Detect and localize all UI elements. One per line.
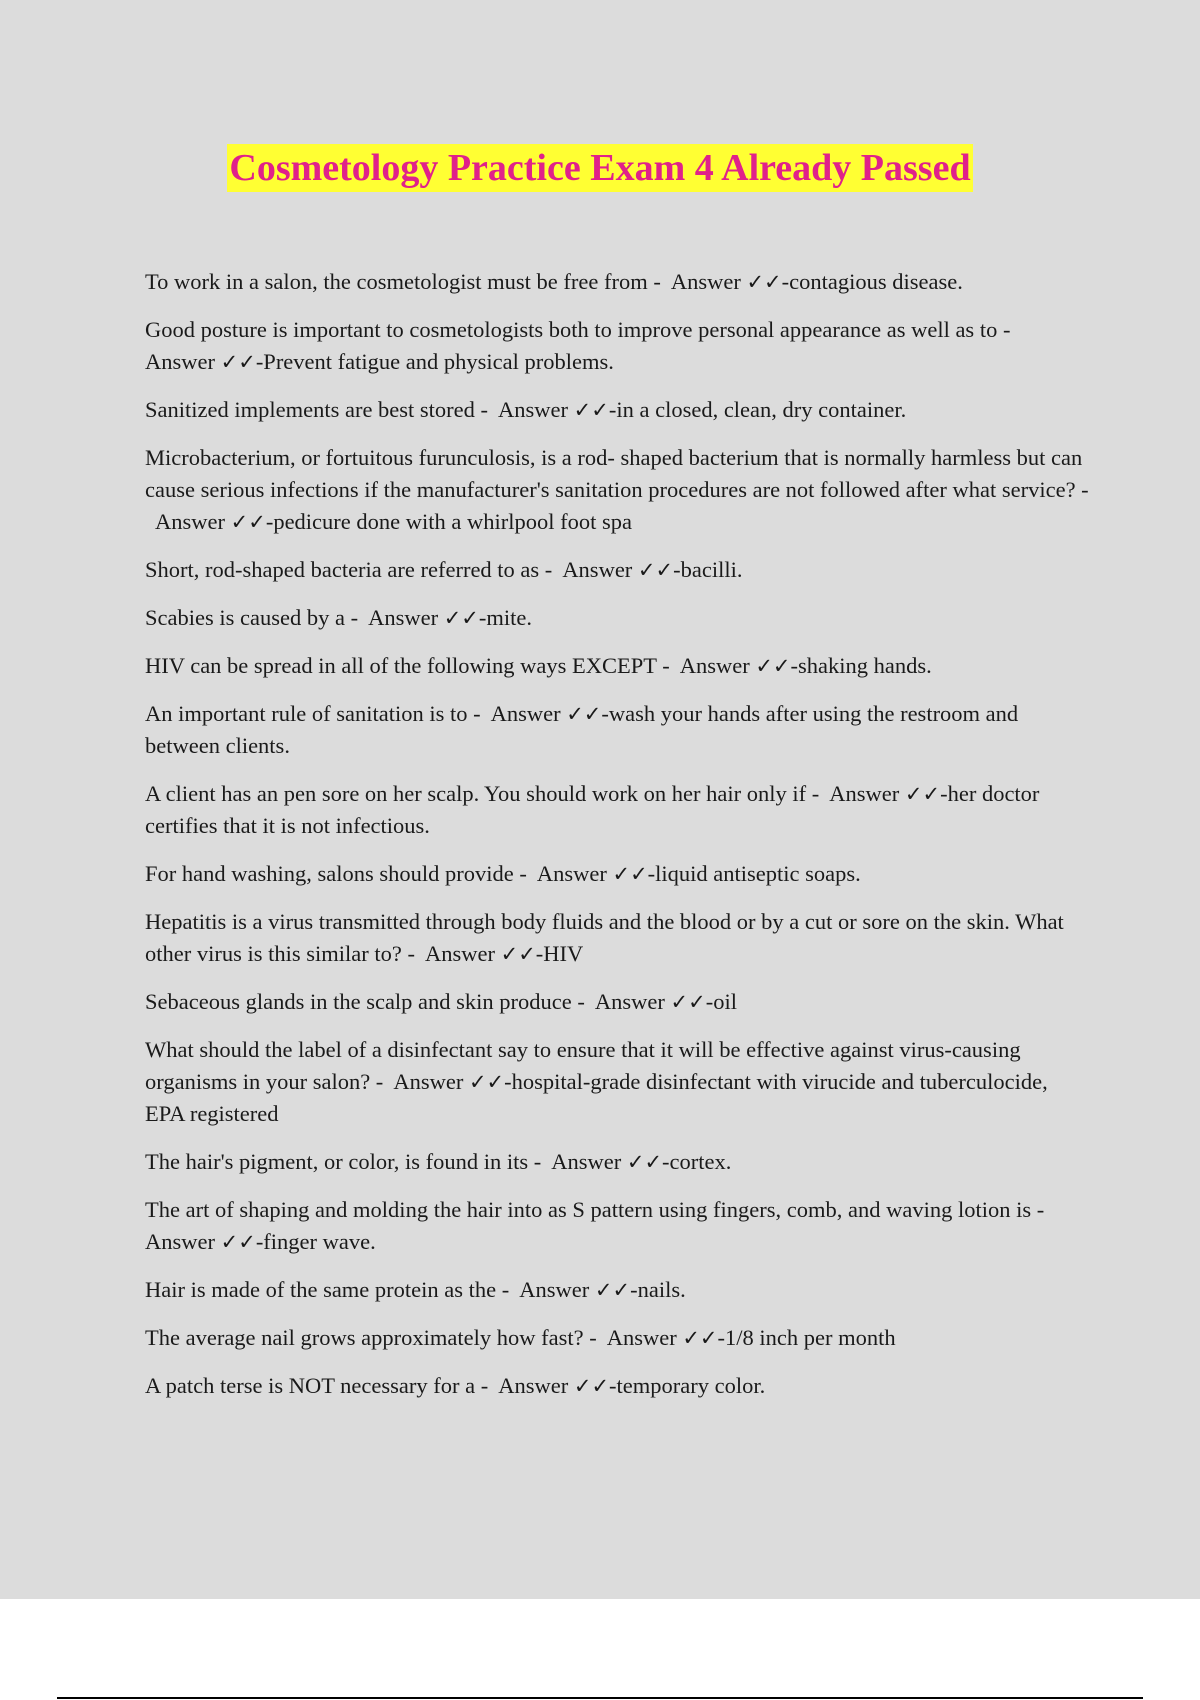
qa-item xyxy=(145,778,1090,842)
answer-text: -bacilli. xyxy=(673,557,743,582)
qa-item xyxy=(145,1322,1090,1354)
answer-label: Answer xyxy=(679,653,750,678)
document-title: Cosmetology Practice Exam 4 Already Passed xyxy=(227,144,972,192)
question-text: Sebaceous glands in the scalp and skin produce - xyxy=(145,989,585,1014)
qa-item xyxy=(145,1194,1090,1258)
answer-label: Answer xyxy=(536,861,607,886)
question-text: The art of shaping and molding the hair into as S pattern using fingers, comb, and waving lotion is - xyxy=(145,1197,1045,1222)
answer-text: -pedicure done with a whirlpool foot spa xyxy=(265,509,632,534)
double-check-icon: ✓✓ xyxy=(626,1150,663,1174)
double-check-icon: ✓✓ xyxy=(612,862,648,886)
answer-label: Answer xyxy=(145,1229,215,1254)
answer-text: -HIV xyxy=(535,941,584,966)
double-check-icon: ✓✓ xyxy=(566,702,602,726)
answer-text: -mite. xyxy=(478,605,532,630)
answer-label: Answer xyxy=(498,1373,569,1398)
answer-label: Answer xyxy=(145,349,215,374)
question-text: Good posture is important to cosmetologists both to improve personal appearance as well as to - xyxy=(145,317,1011,342)
qa-item xyxy=(145,858,1090,890)
qa-item xyxy=(145,442,1090,538)
qa-item xyxy=(145,554,1090,586)
question-text: An important rule of sanitation is to - xyxy=(145,701,481,726)
double-check-icon: ✓✓ xyxy=(230,510,266,534)
question-text: Microbacterium, or fortuitous furunculosis, is a rod- shaped bacterium that is normally harmless but can cause serious infections if the manufacturer's sanitation procedures are not followed after what service? - xyxy=(145,445,1089,502)
answer-label: Answer xyxy=(490,701,561,726)
double-check-icon: ✓✓ xyxy=(904,782,941,806)
answer-text: -liquid antiseptic soaps. xyxy=(647,861,861,886)
question-text: To work in a salon, the cosmetologist must be free from - xyxy=(145,269,661,294)
qa-item xyxy=(145,602,1090,634)
answer-text: -hospital-grade disinfectant with virucide and tuberculocide, EPA registered xyxy=(145,1069,1048,1126)
double-check-icon: ✓✓ xyxy=(670,990,706,1014)
qa-item xyxy=(145,906,1090,970)
answer-label: Answer xyxy=(829,781,900,806)
answer-label: Answer xyxy=(368,605,439,630)
answer-text: -finger wave. xyxy=(255,1229,376,1254)
question-text: A client has an pen sore on her scalp. You should work on her hair only if - xyxy=(145,781,820,806)
answer-label: Answer xyxy=(551,1149,622,1174)
answer-label: Answer xyxy=(670,269,741,294)
answer-text: -oil xyxy=(705,989,737,1014)
qa-item xyxy=(145,1370,1090,1402)
qa-item xyxy=(145,1146,1090,1178)
answer-text: -cortex. xyxy=(662,1149,732,1174)
answer-text: -her doctor certifies that it is not infectious. xyxy=(145,781,1040,838)
question-text: For hand washing, salons should provide - xyxy=(145,861,527,886)
qa-item xyxy=(145,266,1090,298)
question-text: What should the label of a disinfectant say to ensure that it will be effective against virus-causing organisms in your salon? - xyxy=(145,1037,1021,1094)
qa-item xyxy=(145,986,1090,1018)
answer-text: -1/8 inch per month xyxy=(717,1325,896,1350)
answer-label: Answer xyxy=(393,1069,464,1094)
answer-text: -wash your hands after using the restroom and between clients. xyxy=(145,701,1019,758)
answer-text: -temporary color. xyxy=(609,1373,766,1398)
double-check-icon: ✓✓ xyxy=(573,398,609,422)
answer-label: Answer xyxy=(562,557,633,582)
double-check-icon: ✓✓ xyxy=(220,350,256,374)
answer-label: Answer xyxy=(424,941,495,966)
answer-text: -shaking hands. xyxy=(790,653,932,678)
qa-item xyxy=(145,314,1090,378)
answer-label: Answer xyxy=(155,509,225,534)
double-check-icon: ✓✓ xyxy=(682,1326,718,1350)
double-check-icon: ✓✓ xyxy=(746,270,782,294)
answer-label: Answer xyxy=(519,1277,590,1302)
double-check-icon: ✓✓ xyxy=(220,1230,256,1254)
qa-item xyxy=(145,698,1090,762)
question-text: Scabies is caused by a - xyxy=(145,605,359,630)
question-text: HIV can be spread in all of the following ways EXCEPT - xyxy=(145,653,670,678)
double-check-icon: ✓✓ xyxy=(755,654,791,678)
answer-text: -nails. xyxy=(630,1277,686,1302)
question-text: Sanitized implements are best stored - xyxy=(145,397,489,422)
answer-label: Answer xyxy=(594,989,665,1014)
double-check-icon: ✓✓ xyxy=(637,558,674,582)
qa-item xyxy=(145,394,1090,426)
double-check-icon: ✓✓ xyxy=(468,1070,505,1094)
double-check-icon: ✓✓ xyxy=(500,942,536,966)
double-check-icon: ✓✓ xyxy=(573,1374,610,1398)
double-check-icon: ✓✓ xyxy=(443,606,479,630)
question-text: Hepatitis is a virus transmitted through body fluids and the blood or by a cut or sore on the skin. What other virus is this similar to? - xyxy=(145,909,1064,966)
answer-text: -in a closed, clean, dry container. xyxy=(608,397,907,422)
question-text: The average nail grows approximately how fast? - xyxy=(145,1325,597,1350)
question-text: Short, rod-shaped bacteria are referred to as - xyxy=(145,557,553,582)
qa-item xyxy=(145,1274,1090,1306)
qa-list xyxy=(145,266,1090,1418)
question-text: A patch terse is NOT necessary for a - xyxy=(145,1373,489,1398)
answer-text: -Prevent fatigue and physical problems. xyxy=(255,349,614,374)
title-container xyxy=(0,144,1200,192)
qa-item xyxy=(145,650,1090,682)
double-check-icon: ✓✓ xyxy=(594,1278,631,1302)
question-text: Hair is made of the same protein as the - xyxy=(145,1277,510,1302)
footer-divider xyxy=(57,1697,1143,1699)
answer-label: Answer xyxy=(606,1325,677,1350)
answer-label: Answer xyxy=(498,397,569,422)
qa-item xyxy=(145,1034,1090,1130)
question-text: The hair's pigment, or color, is found in its - xyxy=(145,1149,542,1174)
answer-text: -contagious disease. xyxy=(781,269,963,294)
